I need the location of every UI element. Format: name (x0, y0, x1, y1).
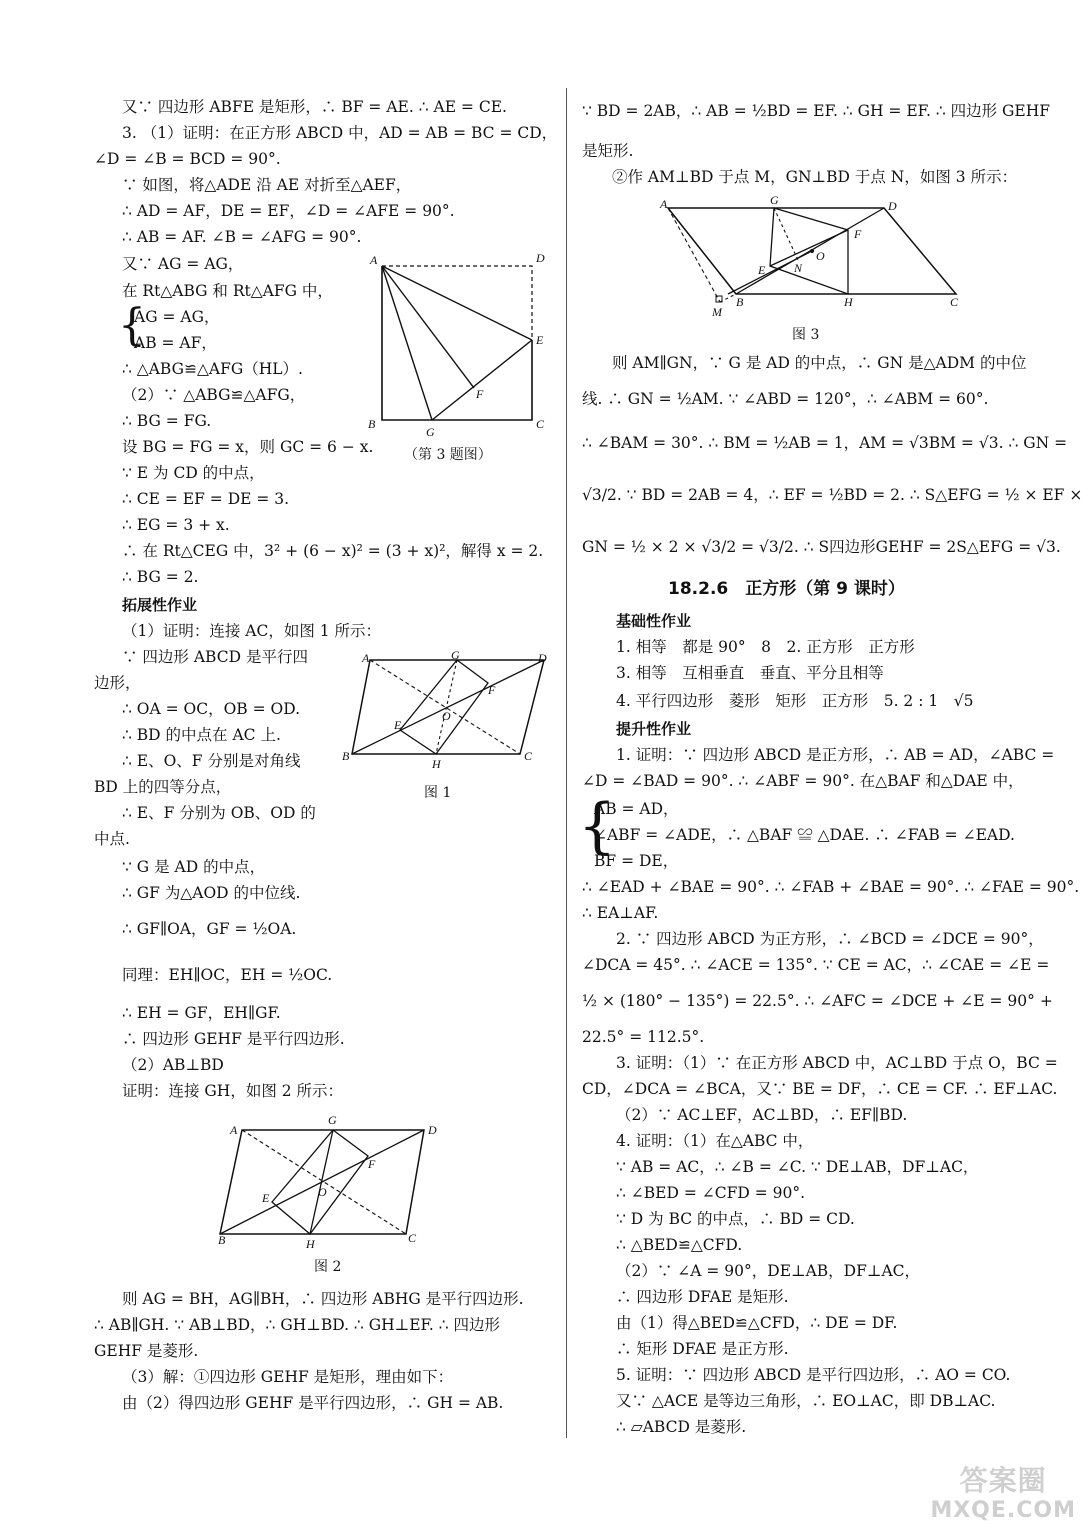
label-D: D (536, 251, 545, 265)
text-line: 3. 相等 互相垂直 垂直、平分且相等 (616, 664, 884, 682)
text-line: ∵ D 为 BC 的中点，∴ BD = CD. (616, 1210, 855, 1228)
figure-q3 (364, 248, 554, 438)
text-line: ∴ E、F 分别为 OB、OD 的 (122, 804, 316, 822)
text-line: BF = DE， (594, 852, 679, 870)
label-B: B (368, 417, 376, 431)
text-line: GN = ½ × 2 × √3/2 = √3/2. ∴ S四边形GEHF = 2S△EFG = √3. (582, 538, 1061, 556)
label-H: H (306, 1237, 315, 1251)
label-G: G (328, 1113, 337, 1127)
text-line: （2）AB⊥BD (122, 1056, 224, 1074)
text-line: AB = AD， (594, 800, 679, 818)
caption-fig3: 图 3 (792, 327, 820, 343)
text-line: 边形， (94, 674, 141, 692)
label-A: A (362, 651, 370, 665)
label-O: O (816, 249, 825, 263)
label-M: M (712, 305, 722, 319)
label-F: F (476, 387, 484, 401)
text-line: ∴ EA⊥AF. (582, 904, 659, 922)
text-line: ∵ 四边形 ABCD 是平行四 (122, 648, 308, 666)
text-line: 5. 证明：∵ 四边形 ABCD 是平行四边形，∴ AO = CO. (616, 1366, 1011, 1384)
text-line: ∴ BD 的中点在 AC 上. (122, 726, 281, 744)
caption-fig1: 图 1 (424, 785, 452, 801)
text-line: ∴ EH = GF，EH∥GF. (122, 1004, 281, 1022)
text-line: 由（2）得四边形 GEHF 是平行四边形，∴ GH = AB. (122, 1394, 504, 1412)
text-line: CD，∠DCA = ∠BCA，又∵ BE = DF，∴ CE = CF. ∴ EF⊥AC. (582, 1080, 1058, 1098)
text-line: ∴ OA = OC，OB = OD. (122, 700, 301, 718)
label-C: C (950, 295, 959, 309)
text-line: 22.5° = 112.5°. (582, 1028, 705, 1046)
text-line: ∴ ∠EAD + ∠BAE = 90°. ∴ ∠FAB + ∠BAE = 90°. ∴ ∠FAE = 90°. (582, 878, 1080, 896)
text-line: ∴ △ABG≌△AFG（HL）. (122, 360, 303, 378)
text-line: 则 AG = BH，AG∥BH，∴ 四边形 ABHG 是平行四边形. (122, 1290, 524, 1308)
text-line: ∠D = ∠BAD = 90°. ∴ ∠ABF = 90°. 在△BAF 和△DAE 中， (582, 772, 1024, 790)
section-heading: 基础性作业 (616, 612, 692, 630)
text-line: （2）∵ AC⊥EF，AC⊥BD，∴ EF∥BD. (616, 1106, 908, 1124)
text-line: ∠DCA = 45°. ∴ ∠ACE = 135°. ∵ CE = AC，∴ ∠CAE = ∠E = (582, 956, 1050, 974)
text-line: 是矩形. (582, 142, 634, 160)
text-line: 同理：EH∥OC，EH = ½OC. (122, 966, 333, 984)
label-E: E (758, 263, 766, 277)
label-G: G (451, 648, 460, 662)
text-line: （2）∵ △ABG≌△AFG， (122, 386, 306, 404)
text-line: ∴ AB = AF. ∠B = ∠AFG = 90°. (122, 228, 362, 246)
label-H: H (432, 757, 441, 771)
label-O: O (318, 1185, 327, 1199)
section-heading: 拓展性作业 (122, 596, 198, 614)
label-H: H (844, 295, 853, 309)
watermark-line1: 答案圈 (959, 1464, 1047, 1497)
label-A: A (660, 197, 668, 211)
label-G: G (770, 193, 779, 207)
system-brace: { (118, 300, 146, 351)
text-line: 2. ∵ 四边形 ABCD 为正方形，∴ ∠BCD = ∠DCE = 90°， (616, 930, 1044, 948)
watermark-line2: MXQE.COM (930, 1498, 1076, 1523)
text-line: BD 上的四等分点， (94, 778, 232, 796)
label-F: F (854, 227, 862, 241)
text-line: （2）∵ ∠A = 90°，DE⊥AB，DF⊥AC， (616, 1262, 920, 1280)
text-line: 3. 证明：（1）∵ 在正方形 ABCD 中，AC⊥BD 于点 O，BC = (616, 1054, 1058, 1072)
text-line: ∴ EG = 3 + x. (122, 516, 230, 534)
text-line: GEHF 是菱形. (94, 1342, 199, 1360)
figure-2 (220, 1110, 450, 1250)
label-E: E (262, 1191, 270, 1205)
text-line: AG = AG， (134, 308, 220, 326)
text-line: ∴ GF∥OA，GF = ½OA. (122, 920, 297, 938)
text-line: ∴ △BED≌△CFD. (616, 1236, 743, 1254)
text-line: 由（1）得△BED≌△CFD，∴ DE = DF. (616, 1314, 898, 1332)
text-line: 中点. (94, 830, 130, 848)
text-line: ∴ ∠BED = ∠CFD = 90°. (616, 1184, 806, 1202)
label-B: B (218, 1233, 226, 1247)
column-divider (566, 88, 567, 1438)
text-line: ∴ 矩形 DFAE 是正方形. (616, 1340, 789, 1358)
text-line: ②作 AM⊥BD 于点 M，GN⊥BD 于点 N，如图 3 所示： (612, 168, 1018, 186)
label-C: C (524, 749, 533, 763)
text-line: 4. 平行四边形 菱形 矩形 正方形 5. 2 : 1 √5 (616, 692, 974, 710)
text-line: 又∵ △ACE 是等边三角形，∴ EO⊥AC，即 DB⊥AC. (616, 1392, 996, 1410)
caption-fig-q3: （第 3 题图） (404, 447, 492, 463)
text-line: ∵ 如图，将△ADE 沿 AE 对折至△AEF， (122, 176, 412, 194)
text-line: ∠D = ∠B = BCD = 90°. (94, 150, 281, 168)
label-F: F (488, 683, 496, 697)
text-line: ∴ 四边形 DFAE 是矩形. (616, 1288, 789, 1306)
text-line: AB = AF， (134, 334, 217, 352)
section-heading: 提升性作业 (616, 720, 692, 738)
figure-1 (340, 650, 554, 770)
label-B: B (342, 749, 350, 763)
label-B: B (736, 295, 744, 309)
text-line: 证明：连接 GH，如图 2 所示： (122, 1082, 344, 1100)
system-brace: { (578, 791, 617, 861)
text-line: 则 AM∥GN，∵ G 是 AD 的中点，∴ GN 是△ADM 的中位 (612, 354, 1027, 372)
label-E: E (536, 333, 544, 347)
text-line: 3. （1）证明：在正方形 ABCD 中，AD = AB = BC = CD， (122, 124, 558, 142)
text-line: ∴ ∠BAM = 30°. ∴ BM = ½AB = 1，AM = √3BM = √3. ∴ GN = (582, 434, 1068, 452)
caption-fig2: 图 2 (314, 1259, 342, 1275)
label-E: E (394, 718, 402, 732)
text-line: ∵ E 为 CD 的中点， (122, 464, 265, 482)
text-line: ∴ ▱ABCD 是菱形. (616, 1418, 747, 1436)
text-line: 又∵ AG = AG， (122, 255, 244, 273)
text-line: ∴ 四边形 GEHF 是平行四边形. (122, 1030, 345, 1048)
text-line: ∠ABF = ∠ADE，∴ △BAF ≌ △DAE. ∴ ∠FAB = ∠EAD. (594, 826, 1015, 844)
label-C: C (536, 417, 545, 431)
label-D: D (888, 199, 897, 213)
label-G: G (426, 425, 435, 439)
label-A: A (370, 253, 378, 267)
text-line: （1）证明：连接 AC，如图 1 所示： (122, 622, 382, 640)
text-line: ½ × (180° − 135°) = 22.5°. ∴ ∠AFC = ∠DCE + ∠E = 90° + (582, 992, 1053, 1010)
label-D: D (538, 651, 547, 665)
text-line: ∴ E、O、F 分别是对角线 (122, 752, 301, 770)
figure-3 (658, 194, 1058, 324)
text-line: ∴ AD = AF，DE = EF，∠D = ∠AFE = 90°. (122, 202, 455, 220)
text-line: ∵ BD = 2AB，∴ AB = ½BD = EF. ∴ GH = EF. ∴ 四边形 GEHF (582, 102, 1051, 120)
watermark (930, 1466, 1076, 1526)
text-line: 又∵ 四边形 ABFE 是矩形，∴ BF = AE. ∴ AE = CE. (122, 98, 507, 116)
text-line: 1. 相等 都是 90° 8 2. 正方形 正方形 (616, 638, 915, 656)
text-line: 设 BG = FG = x，则 GC = 6 − x. (122, 438, 374, 456)
text-line: ∴ BG = 2. (122, 568, 199, 586)
label-F: F (368, 1157, 376, 1171)
text-line: ∴ BG = FG. (122, 412, 212, 430)
text-line: 1. 证明：∵ 四边形 ABCD 是正方形，∴ AB = AD，∠ABC = (616, 746, 1055, 764)
text-line: ∴ GF 为△AOD 的中位线. (122, 884, 301, 902)
text-line: 4. 证明：（1）在△ABC 中， (616, 1132, 814, 1150)
text-line: ∴ 在 Rt△CEG 中，3² + (6 − x)² = (3 + x)²，解得 x = 2. (122, 542, 544, 560)
text-line: ∴ AB∥GH. ∵ AB⊥BD，∴ GH⊥BD. ∴ GH⊥EF. ∴ 四边形 (94, 1316, 500, 1334)
lesson-title: 18.2.6 正方形（第 9 课时） (668, 579, 905, 599)
text-line: ∵ G 是 AD 的中点， (122, 858, 266, 876)
label-A: A (230, 1123, 238, 1137)
text-line: （3）解：①四边形 GEHF 是矩形，理由如下： (122, 1368, 454, 1386)
text-line: ∵ AB = AC，∴ ∠B = ∠C. ∵ DE⊥AB，DF⊥AC， (616, 1158, 979, 1176)
label-C: C (408, 1231, 417, 1245)
text-line: 线. ∴ GN = ½AM. ∵ ∠ABD = 120°，∴ ∠ABM = 60°. (582, 390, 989, 408)
label-O: O (442, 709, 451, 723)
label-D: D (428, 1123, 437, 1137)
text-line: 在 Rt△ABG 和 Rt△AFG 中， (122, 282, 333, 300)
text-line: √3/2. ∵ BD = 2AB = 4，∴ EF = ½BD = 2. ∴ S△EFG = ½ × EF × (582, 486, 1083, 504)
text-line: ∴ CE = EF = DE = 3. (122, 490, 290, 508)
label-N: N (794, 261, 803, 275)
